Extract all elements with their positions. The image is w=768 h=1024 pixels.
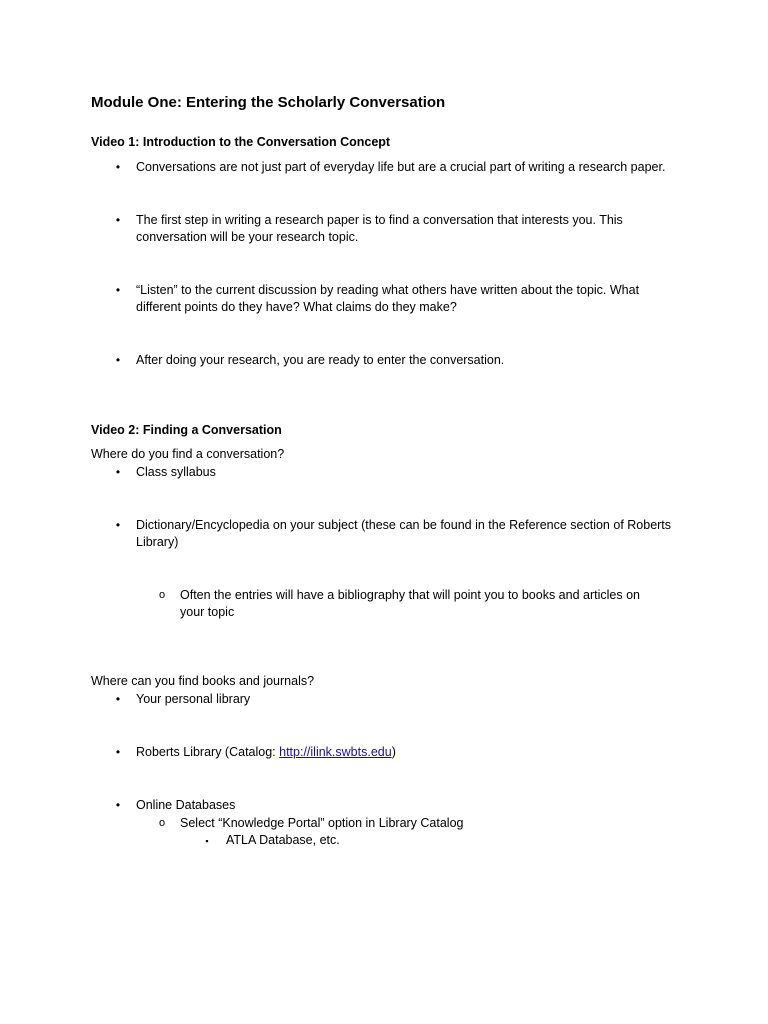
list-item-text: Dictionary/Encyclopedia on your subject (these can be found in the Reference section of Roberts Library) [136, 518, 672, 549]
roberts-prefix: Roberts Library (Catalog: [136, 745, 280, 759]
bullet-marker: • [115, 745, 121, 759]
bullet-marker: • [115, 798, 121, 812]
list-item-text: Class syllabus [136, 465, 216, 479]
catalog-link[interactable]: http://ilink.swbts.edu [279, 745, 392, 759]
document-title: Module One: Entering the Scholarly Conversation [91, 94, 446, 111]
sub-sub-list-item-text: ATLA Database, etc. [226, 833, 340, 847]
list-item-text: “Listen” to the current discussion by reading what others have written about the topic. What different points do they have? What claims do they make? [136, 283, 640, 314]
bullet-marker: • [115, 518, 121, 532]
question-find-conversation: Where do you find a conversation? [91, 447, 285, 461]
list-item-text: The first step in writing a research paper is to find a conversation that interests you. This conversation will be your research topic. [136, 213, 623, 244]
sub-bullet-marker: o [158, 817, 166, 829]
video2-heading: Video 2: Finding a Conversation [91, 423, 282, 437]
list-item-text: After doing your research, you are ready to enter the conversation. [136, 353, 505, 367]
list-item-text: Online Databases [136, 798, 236, 812]
sub-list-item-text: Often the entries will have a bibliography that will point you to books and articles on your topic [180, 588, 640, 619]
roberts-suffix: ) [391, 745, 396, 759]
list-item-text: Conversations are not just part of everyday life but are a crucial part of writing a research paper. [136, 160, 666, 174]
sub-list-item-text: Select “Knowledge Portal” option in Library Catalog [180, 816, 464, 830]
question-find-books: Where can you find books and journals? [91, 674, 315, 688]
bullet-marker: • [115, 160, 121, 174]
square-bullet-marker: ▪ [205, 836, 209, 846]
bullet-marker: • [115, 213, 121, 227]
list-item-text: Your personal library [136, 692, 251, 706]
sub-bullet-marker: o [158, 589, 166, 601]
bullet-marker: • [115, 465, 121, 479]
bullet-marker: • [115, 283, 121, 297]
video1-heading: Video 1: Introduction to the Conversation Concept [91, 135, 391, 149]
bullet-marker: • [115, 692, 121, 706]
bullet-marker: • [115, 353, 121, 367]
list-item-text [136, 744, 696, 761]
